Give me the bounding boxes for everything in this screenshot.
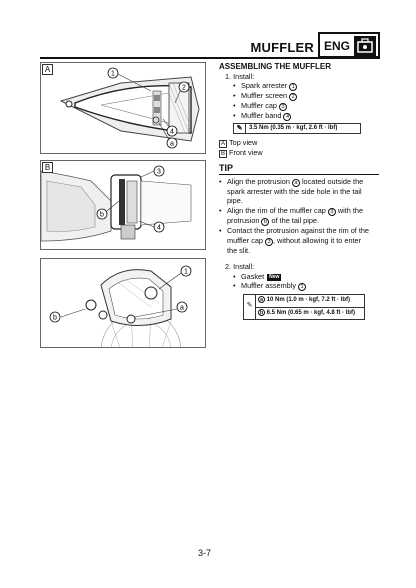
svg-text:2: 2 [182,84,186,92]
list-item: • Muffler screen 2 [219,91,379,101]
tip-item: • Align the protrusion a located outside the spark arrester with the side hole in the tail pipe. [219,176,364,206]
figure-label: A [42,64,53,75]
list-item: • Muffler band 4 [219,111,379,121]
page-title: MUFFLER [250,40,314,55]
section-title: ASSEMBLING THE MUFFLER [219,62,331,71]
page-header [40,32,380,60]
callout-b [50,312,60,322]
callout-b [97,209,107,219]
callout-a [167,138,177,148]
view-legend-a: A Top view [220,138,258,148]
figure-label: B [42,162,53,173]
torque-spec-b: b 6.5 Nm (0.65 m · kgf, 4.8 ft · lbf) [259,309,356,316]
callout-1 [181,266,191,276]
tip-item: • Align the rim of the muffler cap 3 with the protrusion b of the tail pipe. [219,205,364,225]
step-1-label: 1. Install: [225,71,255,81]
svg-text:4: 4 [170,128,174,136]
view-legend-b: B Front view [220,148,263,158]
svg-text:1: 1 [184,268,188,276]
figure-a [40,62,206,154]
install-step-2 [219,262,379,320]
svg-text:4: 4 [157,224,161,232]
svg-text:b: b [53,314,57,322]
toolbox-icon [354,36,376,56]
tip-list [219,177,379,255]
callout-2 [179,82,189,92]
wrench-icon: ✎ [244,295,256,319]
figure-a-drawing [41,63,206,154]
svg-text:3: 3 [157,168,161,176]
new-badge: New [269,273,280,280]
figure-b-drawing [41,161,206,250]
svg-text:b: b [100,211,104,219]
list-item: • Muffler cap 3 [219,101,379,111]
list-item: • Spark arrester 1 [219,81,379,91]
figure-c [40,258,206,348]
eng-badge [318,32,380,58]
figure-c-drawing [41,259,206,348]
torque-spec-a: a 10 Nm (1.0 m · kgf, 7.2 ft · lbf) [256,295,364,308]
callout-4 [167,126,177,136]
svg-text:a: a [170,140,174,148]
callout-3 [154,166,164,176]
figure-b [40,160,206,250]
tip-item: • Contact the protrusion against the rim of the muffler cap 3 , without allowing it to enter the slit. [219,225,369,255]
eng-label: ENG [324,39,351,53]
list-item: • Gasket New [233,271,280,281]
svg-text:1: 1 [111,70,115,78]
callout-a [177,302,187,312]
torque-spec: ✎ 3.5 Nm (0.35 m · kgf, 2.6 ft · lbf) [233,123,361,134]
page-number: 3-7 [198,548,212,558]
step-2-label: 2. Install: [225,262,255,271]
callout-4 [154,222,164,232]
callout-1 [108,68,118,78]
list-item: • Muffler assembly 1 [219,281,379,291]
torque-specs [243,294,365,320]
svg-text:a: a [180,304,184,312]
tip-heading: TIP [219,164,379,175]
assembly-instructions [219,62,379,255]
wrench-icon: ✎ [234,124,246,133]
